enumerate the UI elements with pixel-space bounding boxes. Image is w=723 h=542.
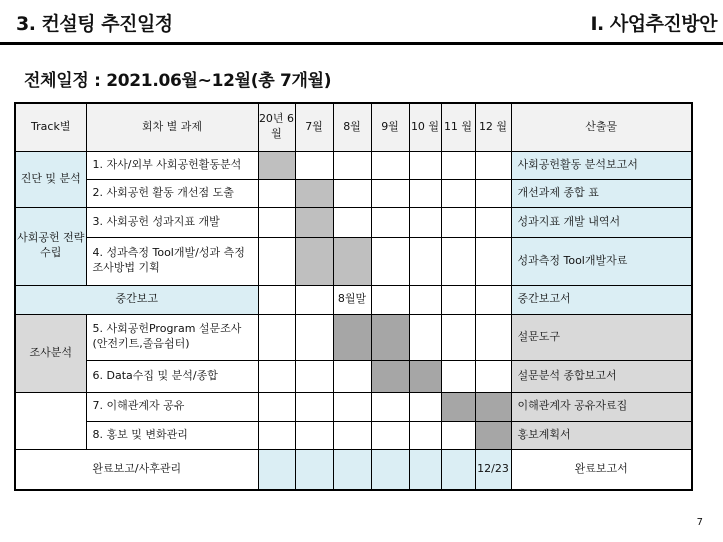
gantt-cell [409, 151, 441, 179]
milestone-label: 12/23 [475, 449, 511, 490]
task-cell: 6. Data수집 및 분석/종합 [86, 360, 258, 392]
gantt-cell [371, 285, 409, 314]
gantt-cell [475, 237, 511, 285]
category-survey: 조사분석 [15, 314, 86, 392]
gantt-cell [371, 151, 409, 179]
gantt-cell [441, 237, 475, 285]
output-cell: 사회공헌활동 분석보고서 [511, 151, 692, 179]
output-cell: 개선과제 종합 표 [511, 179, 692, 207]
task-cell: 5. 사회공헌Program 설문조사 (안전키트,졸음쉼터) [86, 314, 258, 360]
gantt-cell [441, 207, 475, 237]
gantt-cell [333, 151, 371, 179]
gantt-cell [441, 151, 475, 179]
gantt-cell [441, 285, 475, 314]
gantt-bar [475, 392, 511, 421]
col-header-task: 회차 별 과제 [86, 103, 258, 151]
gantt-cell [409, 392, 441, 421]
gantt-cell [441, 314, 475, 360]
output-cell: 설문분석 종합보고서 [511, 360, 692, 392]
table-row [15, 237, 692, 285]
gantt-cell [409, 285, 441, 314]
gantt-cell [371, 392, 409, 421]
gantt-bar [295, 179, 333, 207]
category-strategy: 사회공헌 전략수립 [15, 207, 86, 285]
chapter-title: I. 사업추진방안 [590, 13, 717, 35]
category-interim: 중간보고 [15, 285, 258, 314]
gantt-cell [441, 179, 475, 207]
gantt-cell [475, 285, 511, 314]
table-row [15, 151, 692, 179]
category-empty [15, 392, 86, 449]
header [0, 0, 723, 44]
table-row [15, 179, 692, 207]
col-header-month: 8월 [333, 103, 371, 151]
col-header-output: 산출물 [511, 103, 692, 151]
col-header-month: 10 월 [409, 103, 441, 151]
gantt-cell [441, 449, 475, 490]
gantt-cell [295, 392, 333, 421]
task-cell: 7. 이해관계자 공유 [86, 392, 258, 421]
output-cell: 설문도구 [511, 314, 692, 360]
col-header-month: 7월 [295, 103, 333, 151]
gantt-cell [258, 421, 295, 449]
gantt-cell [409, 421, 441, 449]
gantt-cell [258, 449, 295, 490]
gantt-cell [258, 237, 295, 285]
gantt-cell [295, 421, 333, 449]
gantt-cell [409, 237, 441, 285]
col-header-month: 9월 [371, 103, 409, 151]
gantt-cell [295, 314, 333, 360]
gantt-cell [409, 314, 441, 360]
milestone-label: 8월말 [333, 285, 371, 314]
category-final: 완료보고/사후관리 [15, 449, 258, 490]
gantt-bar [371, 360, 409, 392]
task-cell: 4. 성과측정 Tool개발/성과 측정 조사방법 기획 [86, 237, 258, 285]
gantt-cell [295, 360, 333, 392]
gantt-cell [475, 314, 511, 360]
schedule-summary: 전체일정 : 2021.06월~12월(총 7개월) [24, 71, 332, 91]
gantt-cell [295, 151, 333, 179]
gantt-cell [333, 449, 371, 490]
gantt-cell [441, 360, 475, 392]
header-divider [0, 42, 723, 45]
output-cell: 성과측정 Tool개발자료 [511, 237, 692, 285]
gantt-bar [333, 237, 371, 285]
gantt-bar [409, 360, 441, 392]
gantt-cell [333, 421, 371, 449]
gantt-cell [258, 392, 295, 421]
gantt-cell [371, 207, 409, 237]
gantt-cell [409, 179, 441, 207]
output-cell: 이해관계자 공유자료집 [511, 392, 692, 421]
gantt-cell [258, 207, 295, 237]
task-cell: 1. 자사/외부 사회공헌활동분석 [86, 151, 258, 179]
gantt-cell [441, 421, 475, 449]
category-diagnosis: 진단 및 분석 [15, 151, 86, 207]
gantt-bar [295, 237, 333, 285]
table-row [15, 449, 692, 490]
gantt-cell [258, 285, 295, 314]
gantt-bar [371, 314, 409, 360]
table-row [15, 392, 692, 421]
schedule-table [14, 102, 693, 491]
output-cell: 완료보고서 [511, 449, 692, 490]
gantt-cell [475, 151, 511, 179]
gantt-cell [409, 207, 441, 237]
table-row [15, 207, 692, 237]
gantt-cell [258, 179, 295, 207]
col-header-month: 12 월 [475, 103, 511, 151]
table-row [15, 360, 692, 392]
gantt-bar [333, 314, 371, 360]
col-header-track: Track별 [15, 103, 86, 151]
gantt-cell [295, 285, 333, 314]
gantt-cell [371, 449, 409, 490]
output-cell: 홍보계획서 [511, 421, 692, 449]
table-row [15, 285, 692, 314]
gantt-cell [475, 360, 511, 392]
col-header-month: 20년 6월 [258, 103, 295, 151]
task-cell: 2. 사회공헌 활동 개선점 도출 [86, 179, 258, 207]
gantt-cell [409, 449, 441, 490]
col-header-month: 11 월 [441, 103, 475, 151]
section-title: 3. 컨설팅 추진일정 [16, 13, 173, 35]
gantt-cell [295, 449, 333, 490]
page-number: 7 [696, 517, 703, 528]
gantt-cell [371, 237, 409, 285]
header-row [15, 103, 692, 151]
table-row [15, 421, 692, 449]
gantt-cell [371, 421, 409, 449]
gantt-cell [475, 179, 511, 207]
gantt-bar [475, 421, 511, 449]
gantt-cell [333, 207, 371, 237]
output-cell: 중간보고서 [511, 285, 692, 314]
task-cell: 3. 사회공헌 성과지표 개발 [86, 207, 258, 237]
gantt-bar [258, 151, 295, 179]
output-cell: 성과지표 개발 내역서 [511, 207, 692, 237]
table-row [15, 314, 692, 360]
gantt-bar [441, 392, 475, 421]
gantt-cell [371, 179, 409, 207]
gantt-cell [333, 179, 371, 207]
gantt-cell [258, 314, 295, 360]
task-cell: 8. 홍보 및 변화관리 [86, 421, 258, 449]
gantt-cell [258, 360, 295, 392]
gantt-bar [295, 207, 333, 237]
gantt-cell [475, 207, 511, 237]
gantt-cell [333, 360, 371, 392]
gantt-cell [333, 392, 371, 421]
